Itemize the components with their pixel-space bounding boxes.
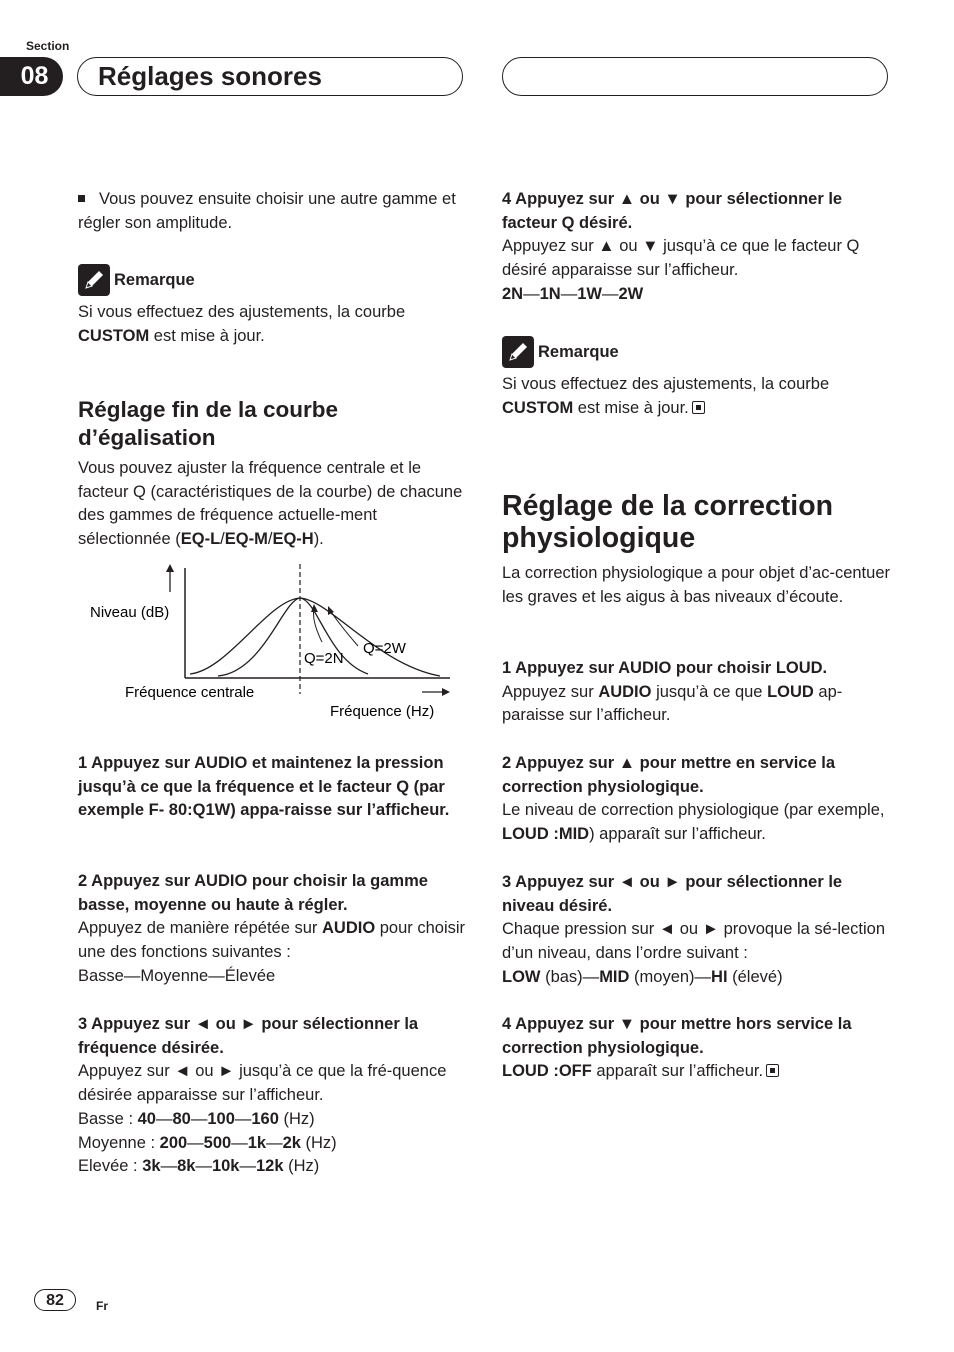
loud-step-2-title: 2 Appuyez sur ▲ pour mettre en service la correction physiologique. — [502, 754, 835, 796]
step-2-title: 2 Appuyez sur AUDIO pour choisir la gamme basse, moyenne ou haute à régler. — [78, 872, 428, 914]
header-empty-box — [502, 57, 888, 96]
intro-paragraph: Vous pouvez ajuster la fréquence centrale et le facteur Q (caractéristiques de la courbe) de chacune des gammes de fréquence actuelle-ment sélectionnée (EQ-L/EQ-M/EQ-H). — [78, 459, 463, 549]
subheading-eq-fine: Réglage fin de la courbe d’égalisation — [78, 397, 339, 450]
loud-step-3 — [502, 871, 892, 990]
step-4-title: 4 Appuyez sur ▲ ou ▼ pour sélectionner le facteur Q désiré. — [502, 190, 843, 232]
loud-step-3-title: 3 Appuyez sur ◄ ou ► pour sélectionner le niveau désiré. — [502, 873, 843, 915]
pencil-note-icon — [502, 336, 534, 368]
step-3-text: Appuyez sur ◄ ou ► jusqu’à ce que la fré-quence désirée apparaisse sur l’afficheur. — [78, 1062, 447, 1105]
note-header-1 — [78, 264, 195, 296]
loud-step-2-text: Le niveau de correction physiologique (par exemple, LOUD :MID) apparaît sur l’afficheur. — [502, 801, 885, 844]
step-3-title: 3 Appuyez sur ◄ ou ► pour sélectionner la fréquence désirée. — [78, 1015, 419, 1057]
note-text-2: Si vous effectuez des ajustements, la courbe CUSTOM est mise à jour. — [502, 375, 830, 417]
q-values: 2N—1N—1W—2W — [502, 284, 644, 303]
y-arrow-head — [166, 564, 174, 572]
section-number: 08 — [0, 57, 63, 96]
loud-step-1-title: 1 Appuyez sur AUDIO pour choisir LOUD. — [502, 659, 828, 677]
heading-loudness: Réglage de la correction physiologique — [502, 490, 834, 554]
step-2-text: Appuyez de manière répétée sur AUDIO pour choisir une des fonctions suivantes : — [78, 919, 466, 962]
step-3 — [78, 1013, 468, 1179]
moyenne-values: Moyenne : 200—500—1k—2k (Hz) — [78, 1133, 337, 1152]
step-1-title: 1 Appuyez sur AUDIO et maintenez la pression jusqu’à ce que la fréquence et le facteur Q (par exemple F- 80:Q1W) appa-raisse sur l’afficheur. — [78, 754, 450, 820]
q2n-label: Q=2N — [304, 650, 344, 667]
loud-step-3-text: Chaque pression sur ◄ ou ► provoque la sé-lection d’un niveau, dans l’ordre suivant : — [502, 920, 886, 963]
x-axis-label: Fréquence (Hz) — [330, 703, 435, 720]
step-4-text: Appuyez sur ▲ ou ▼ jusqu’à ce que le facteur Q désiré apparaisse sur l’afficheur. — [502, 237, 860, 280]
end-mark-icon — [766, 1064, 779, 1077]
page-number: 82 — [34, 1289, 76, 1311]
y-axis-label: Niveau (dB) — [90, 604, 170, 621]
x-arrow-head — [442, 688, 450, 696]
basse-values: Basse : 40—80—100—160 (Hz) — [78, 1109, 315, 1128]
step-4 — [502, 188, 892, 307]
note-label: Remarque — [538, 342, 619, 361]
loud-step-4 — [502, 1013, 894, 1084]
note-header-2 — [502, 336, 619, 368]
bullet-icon — [78, 195, 85, 202]
pencil-note-icon — [78, 264, 110, 296]
loud-step-1-text: Appuyez sur AUDIO jusqu’à ce que LOUD ap-paraisse sur l’afficheur. — [502, 682, 843, 725]
note-text-1: Si vous effectuez des ajustements, la courbe CUSTOM est mise à jour. — [78, 303, 406, 345]
bullet-text: Vous pouvez ensuite choisir une autre gamme et régler son amplitude. — [78, 190, 456, 232]
loud-step-4-text: LOUD :OFF apparaît sur l’afficheur. — [502, 1060, 894, 1084]
end-mark-icon — [692, 401, 705, 414]
loud-levels: LOW (bas)—MID (moyen)—HI (élevé) — [502, 967, 783, 986]
step-2 — [78, 870, 468, 989]
section-label: Section — [26, 39, 70, 53]
q2w-label: Q=2W — [363, 640, 406, 657]
note-label: Remarque — [114, 270, 195, 289]
eq-curve-figure — [78, 560, 468, 730]
center-frequency-label: Fréquence centrale — [125, 684, 255, 701]
loudness-intro: La correction physiologique a pour objet d’ac-centuer les graves et les aigus à bas niveaux d’écoute. — [502, 564, 890, 606]
page-title: Réglages sonores — [77, 57, 463, 96]
bullet-paragraph — [78, 188, 468, 235]
loud-step-1 — [502, 657, 892, 728]
loud-step-4-title: 4 Appuyez sur ▼ pour mettre hors service la correction physiologique. — [502, 1015, 852, 1057]
curve-q2n — [218, 598, 368, 676]
loud-step-2 — [502, 752, 892, 847]
language-label: Fr — [96, 1299, 108, 1313]
elevee-values: Elevée : 3k—8k—10k—12k (Hz) — [78, 1157, 320, 1176]
step-2-list: Basse—Moyenne—Élevée — [78, 966, 276, 985]
